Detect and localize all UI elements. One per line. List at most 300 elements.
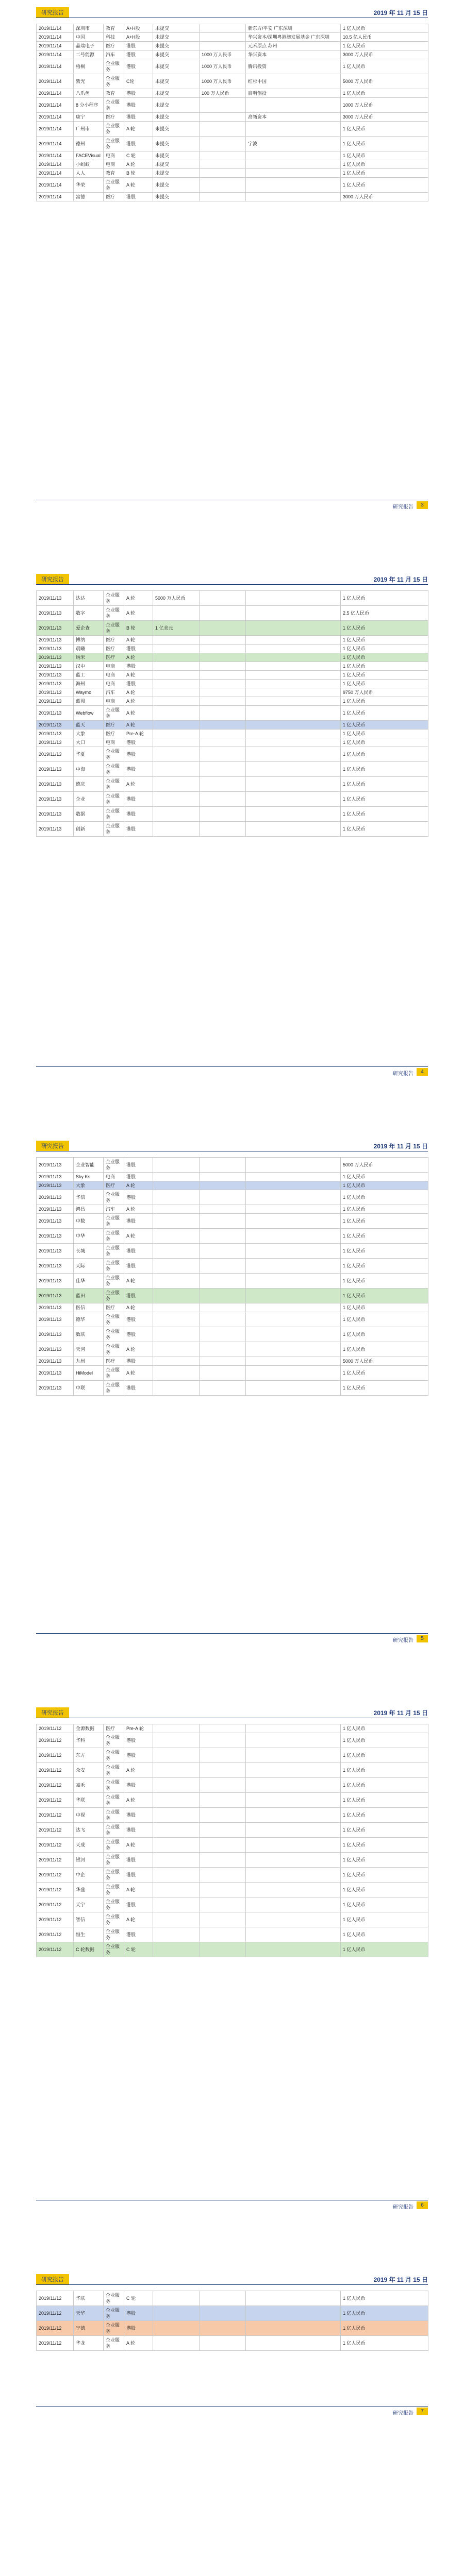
page-header (36, 1141, 428, 1151)
financing-table (36, 24, 428, 201)
table-cell: A 轮 (124, 2336, 153, 2351)
table-cell: 1 亿人民币 (341, 1289, 428, 1303)
table-cell (153, 1274, 200, 1289)
table-cell: A 轮 (124, 1205, 153, 1214)
table-cell: 1 亿人民币 (341, 1342, 428, 1357)
table-cell (200, 591, 246, 606)
table-cell: 企业服务 (104, 1342, 124, 1357)
table-cell (200, 1897, 246, 1912)
table-cell: 2019/11/13 (37, 1259, 74, 1274)
table-cell: 2019/11/14 (37, 151, 74, 160)
table-row (37, 636, 428, 645)
table-cell: 华信 (74, 1190, 104, 1205)
table-cell (246, 1942, 341, 1957)
table-cell: 科技 (104, 33, 124, 42)
table-cell (200, 688, 246, 697)
table-cell: 企业服务 (104, 1214, 124, 1229)
table-cell: 企业服务 (104, 591, 124, 606)
table-cell: 1 亿人民币 (341, 645, 428, 653)
financing-table (36, 590, 428, 837)
table-cell: 2019/11/13 (37, 706, 74, 721)
table-cell: 企业服务 (104, 2291, 124, 2306)
table-cell (200, 653, 246, 662)
table-cell: 中数 (74, 1214, 104, 1229)
table-cell: 教育 (104, 89, 124, 98)
table-cell: 企业 (74, 792, 104, 807)
table-cell: 2019/11/13 (37, 1274, 74, 1289)
table-cell: 2019/11/12 (37, 1897, 74, 1912)
table-cell: 企业服务 (104, 762, 124, 777)
table-cell (153, 680, 200, 688)
table-cell: 华兴资本/深圳粤港澳发展基金 广东深圳 (246, 33, 341, 42)
table-cell: 5000 万人民币 (341, 74, 428, 89)
table-cell: 2019/11/13 (37, 1190, 74, 1205)
table-cell: 企业服务 (104, 1289, 124, 1303)
table-cell (153, 1214, 200, 1229)
table-cell: 1 亿人民币 (341, 2336, 428, 2351)
table-cell (200, 697, 246, 706)
table-row (37, 645, 428, 653)
table-cell: 1 亿人民币 (341, 1181, 428, 1190)
table-cell: 众安 (74, 1763, 104, 1778)
table-cell: 2019/11/14 (37, 122, 74, 137)
table-cell: 银河 (74, 1853, 104, 1868)
table-cell (246, 1327, 341, 1342)
table-row (37, 1868, 428, 1883)
table-cell (200, 2336, 246, 2351)
table-cell: 2019/11/14 (37, 178, 74, 193)
table-row (37, 792, 428, 807)
table-cell: 1 亿人民币 (341, 1244, 428, 1259)
table-cell: A 轮 (124, 706, 153, 721)
table-cell (153, 1883, 200, 1897)
table-cell: 港股 (124, 1927, 153, 1942)
table-row (37, 762, 428, 777)
table-cell: 2019/11/13 (37, 721, 74, 730)
table-cell: 2019/11/13 (37, 606, 74, 621)
table-cell: 1 亿人民币 (341, 1274, 428, 1289)
page-header (36, 574, 428, 585)
table-cell (246, 2336, 341, 2351)
table-cell: C 轮数据 (74, 1942, 104, 1957)
table-cell: 2019/11/14 (37, 160, 74, 169)
table-cell (246, 2306, 341, 2321)
table-cell: 德州 (74, 137, 104, 151)
table-cell: 港股 (124, 1244, 153, 1259)
table-cell: 8 分小程序 (74, 98, 104, 113)
table-cell: 医疗 (104, 193, 124, 201)
table-cell (153, 697, 200, 706)
table-cell (153, 1190, 200, 1205)
table-cell (246, 1897, 341, 1912)
table-cell: A 轮 (124, 636, 153, 645)
table-cell (153, 2306, 200, 2321)
table-cell (246, 606, 341, 621)
table-cell: 二号能源 (74, 50, 104, 59)
table-cell: 金源数据 (74, 1724, 104, 1733)
table-cell (246, 777, 341, 792)
table-cell: 2019/11/13 (37, 730, 74, 738)
table-cell: 企业服务 (104, 1853, 124, 1868)
table-cell: 港股 (124, 1158, 153, 1173)
table-cell: 企业服务 (104, 1366, 124, 1381)
table-cell: 2019/11/13 (37, 1229, 74, 1244)
table-cell: 企业服务 (104, 1808, 124, 1823)
table-cell: 未提交 (153, 98, 200, 113)
table-cell: 未提交 (153, 24, 200, 33)
table-cell: 高瓴资本 (246, 113, 341, 122)
doc-date: 2019 年 11 月 15 日 (373, 576, 428, 583)
table-cell: 1 亿人民币 (341, 777, 428, 792)
table-cell: Pre-A 轮 (124, 1724, 153, 1733)
table-cell: 1 亿人民币 (341, 706, 428, 721)
table-cell: 1000 万人民币 (341, 98, 428, 113)
table-cell: 港股 (124, 645, 153, 653)
table-cell (200, 1381, 246, 1396)
table-cell: A 轮 (124, 1181, 153, 1190)
table-cell: C轮 (124, 74, 153, 89)
table-cell: 2019/11/13 (37, 1289, 74, 1303)
table-cell (153, 1381, 200, 1396)
table-cell: 医疗 (104, 730, 124, 738)
table-cell: 电商 (104, 680, 124, 688)
table-row (37, 160, 428, 169)
table-row (37, 671, 428, 680)
table-row (37, 59, 428, 74)
table-cell (200, 1181, 246, 1190)
table-cell: 华龙 (74, 2336, 104, 2351)
table-cell (200, 1912, 246, 1927)
table-cell: 电商 (104, 151, 124, 160)
table-cell (153, 1838, 200, 1853)
table-cell: 2019/11/13 (37, 777, 74, 792)
table-cell (200, 1244, 246, 1259)
table-cell: 1 亿人民币 (341, 653, 428, 662)
table-cell (200, 1205, 246, 1214)
table-cell (200, 706, 246, 721)
table-cell (200, 1942, 246, 1957)
table-cell: 企业服务 (104, 1793, 124, 1808)
table-cell: 港股 (124, 1733, 153, 1748)
table-cell (200, 1274, 246, 1289)
table-cell (246, 671, 341, 680)
table-cell: 10.5 亿人民币 (341, 33, 428, 42)
table-cell: A 轮 (124, 1274, 153, 1289)
table-cell: 1 亿人民币 (341, 1927, 428, 1942)
table-cell (153, 1303, 200, 1312)
table-row (37, 1381, 428, 1396)
table-cell: 未提交 (153, 113, 200, 122)
table-cell: 汽车 (104, 50, 124, 59)
table-cell (246, 738, 341, 747)
table-cell (200, 2321, 246, 2336)
table-cell: 未提交 (153, 137, 200, 151)
table-cell: 港股 (124, 89, 153, 98)
table-row (37, 606, 428, 621)
table-cell (153, 1205, 200, 1214)
table-cell: 企业服务 (104, 1912, 124, 1927)
table-cell (153, 1808, 200, 1823)
table-cell (153, 822, 200, 837)
table-cell: 中企 (74, 1868, 104, 1883)
table-row (37, 122, 428, 137)
table-cell: 2019/11/13 (37, 697, 74, 706)
table-cell (246, 1793, 341, 1808)
table-cell (246, 762, 341, 777)
table-cell: A 轮 (124, 721, 153, 730)
table-cell: 2019/11/13 (37, 1381, 74, 1396)
table-cell: 1 亿人民币 (341, 1733, 428, 1748)
table-cell (153, 1289, 200, 1303)
table-cell: 未提交 (153, 151, 200, 160)
table-cell (246, 1838, 341, 1853)
table-cell: 港股 (124, 792, 153, 807)
table-row (37, 1778, 428, 1793)
table-row (37, 33, 428, 42)
table-cell (200, 721, 246, 730)
table-cell: 1 亿人民币 (341, 671, 428, 680)
table-cell: 1 亿人民币 (341, 1868, 428, 1883)
table-cell: 电商 (104, 697, 124, 706)
table-cell (153, 688, 200, 697)
table-cell: A+H股 (124, 24, 153, 33)
table-cell: 2019/11/14 (37, 33, 74, 42)
table-cell (153, 606, 200, 621)
table-cell: 企业服务 (104, 1942, 124, 1957)
table-cell (153, 1244, 200, 1259)
table-cell (246, 2321, 341, 2336)
table-cell: 1 亿人民币 (341, 1883, 428, 1897)
table-cell: A 轮 (124, 1838, 153, 1853)
table-cell: 1 亿人民币 (341, 59, 428, 74)
table-cell: 企业服务 (104, 2306, 124, 2321)
table-cell (153, 730, 200, 738)
table-cell (153, 1942, 200, 1957)
financing-table (36, 1724, 428, 1957)
table-cell: 2019/11/12 (37, 1868, 74, 1883)
table-row (37, 1763, 428, 1778)
table-cell (246, 1244, 341, 1259)
table-cell: 医疗 (104, 1357, 124, 1366)
table-cell (200, 1303, 246, 1312)
table-row (37, 98, 428, 113)
table-cell (200, 1259, 246, 1274)
table-cell: 企业服务 (104, 1763, 124, 1778)
table-row (37, 74, 428, 89)
table-cell: B 轮 (124, 169, 153, 178)
table-cell (200, 1366, 246, 1381)
table-cell: 梧桐 (74, 59, 104, 74)
table-cell: 富德 (74, 193, 104, 201)
table-cell (153, 1733, 200, 1748)
page-footer (36, 1066, 428, 1077)
table-row (37, 1838, 428, 1853)
table-row (37, 1244, 428, 1259)
table-cell (200, 160, 246, 169)
table-cell (200, 42, 246, 50)
table-cell: 数字 (74, 606, 104, 621)
table-cell (200, 747, 246, 762)
table-cell: 小蚂蚁 (74, 160, 104, 169)
report-page (0, 2267, 464, 2421)
table-cell (246, 193, 341, 201)
table-cell: A 轮 (124, 1793, 153, 1808)
table-cell: 2019/11/14 (37, 59, 74, 74)
table-cell: 康宁 (74, 113, 104, 122)
table-cell: 2019/11/13 (37, 671, 74, 680)
table-cell (200, 1312, 246, 1327)
table-cell: A 轮 (124, 777, 153, 792)
table-row (37, 777, 428, 792)
table-cell: 红杉中国 (246, 74, 341, 89)
table-cell: 中联 (74, 1381, 104, 1396)
footer-tag: 研究报告 (393, 2411, 413, 2416)
table-cell (246, 1763, 341, 1778)
table-cell (246, 160, 341, 169)
page-footer (36, 500, 428, 511)
table-row (37, 1158, 428, 1173)
table-cell: 医疗 (104, 1724, 124, 1733)
table-cell (246, 151, 341, 160)
doc-date: 2019 年 11 月 15 日 (373, 1143, 428, 1150)
table-cell (200, 1853, 246, 1868)
table-cell: 1 亿美元 (153, 621, 200, 636)
table-cell (153, 738, 200, 747)
table-cell (200, 1763, 246, 1778)
table-row (37, 1205, 428, 1214)
table-cell: 5000 万人民币 (341, 1158, 428, 1173)
table-cell: 1 亿人民币 (341, 762, 428, 777)
table-cell (153, 1181, 200, 1190)
table-cell (200, 1724, 246, 1733)
doc-tag: 研究报告 (36, 574, 69, 584)
table-cell: 1 亿人民币 (341, 1942, 428, 1957)
page-footer (36, 1633, 428, 1644)
table-cell: FACEVisual (74, 151, 104, 160)
table-cell (153, 1897, 200, 1912)
table-cell: 鸿昌 (74, 1205, 104, 1214)
table-cell (153, 1229, 200, 1244)
table-cell (153, 1312, 200, 1327)
doc-date: 2019 年 11 月 15 日 (373, 2276, 428, 2283)
table-cell: 电商 (104, 662, 124, 671)
table-cell: 企业服务 (104, 59, 124, 74)
table-cell (153, 1327, 200, 1342)
table-cell: 1 亿人民币 (341, 1312, 428, 1327)
table-cell: 宁德 (74, 2321, 104, 2336)
table-cell: 1 亿人民币 (341, 1327, 428, 1342)
table-cell: 1 亿人民币 (341, 792, 428, 807)
table-cell: 1000 万人民币 (200, 59, 246, 74)
table-cell (246, 662, 341, 671)
table-cell: 八爪鱼 (74, 89, 104, 98)
table-cell: 企业服务 (104, 1823, 124, 1838)
table-cell: 1 亿人民币 (341, 822, 428, 837)
table-cell: 2019/11/14 (37, 42, 74, 50)
doc-date: 2019 年 11 月 15 日 (373, 1709, 428, 1717)
table-cell: 港股 (124, 1259, 153, 1274)
table-cell: 1 亿人民币 (341, 1229, 428, 1244)
table-cell: 港股 (124, 1214, 153, 1229)
table-cell: 2019/11/12 (37, 1823, 74, 1838)
table-cell: 教育 (104, 169, 124, 178)
table-cell: 2019/11/12 (37, 1748, 74, 1763)
table-cell: 达达 (74, 591, 104, 606)
table-cell (246, 2291, 341, 2306)
table-cell: 2.5 亿人民币 (341, 606, 428, 621)
table-cell (200, 680, 246, 688)
table-cell: A 轮 (124, 606, 153, 621)
table-cell: 港股 (124, 59, 153, 74)
table-row (37, 706, 428, 721)
report-page (0, 0, 464, 515)
table-cell: 2019/11/13 (37, 636, 74, 645)
table-cell: A 轮 (124, 1763, 153, 1778)
table-cell: 医疗 (104, 653, 124, 662)
table-cell: 天华 (74, 2306, 104, 2321)
table-cell: 2019/11/12 (37, 1838, 74, 1853)
table-cell: 企业服务 (104, 807, 124, 822)
table-cell (246, 1778, 341, 1793)
table-cell: 港股 (124, 2321, 153, 2336)
table-cell (153, 1748, 200, 1763)
footer-tag: 研究报告 (393, 1638, 413, 1643)
table-cell (200, 730, 246, 738)
table-cell: 港股 (124, 1897, 153, 1912)
table-cell: 1 亿人民币 (341, 730, 428, 738)
table-cell: 企业服务 (104, 1244, 124, 1259)
table-cell: 企业服务 (104, 1748, 124, 1763)
table-row (37, 1823, 428, 1838)
table-cell: 港股 (124, 1778, 153, 1793)
table-cell: 华荣 (74, 178, 104, 193)
table-cell (200, 1778, 246, 1793)
table-cell: 港股 (124, 1190, 153, 1205)
table-cell: 2019/11/12 (37, 1883, 74, 1897)
table-cell: 深圳市 (74, 24, 104, 33)
table-cell (200, 1823, 246, 1838)
table-cell (246, 1181, 341, 1190)
table-cell: 港股 (124, 1327, 153, 1342)
table-cell (200, 1158, 246, 1173)
table-cell: 东方 (74, 1748, 104, 1763)
table-cell: 港股 (124, 747, 153, 762)
table-cell (246, 1357, 341, 1366)
table-cell: 华兴资本 (246, 50, 341, 59)
table-cell: 华盛 (74, 1883, 104, 1897)
table-cell: 2019/11/14 (37, 74, 74, 89)
table-cell: 中国 (74, 33, 104, 42)
table-cell: 2019/11/13 (37, 1244, 74, 1259)
table-cell: 2019/11/13 (37, 1181, 74, 1190)
table-cell: 港股 (124, 1173, 153, 1181)
table-cell: 天际 (74, 1259, 104, 1274)
table-row (37, 1181, 428, 1190)
table-cell: 企业服务 (104, 777, 124, 792)
table-cell: 1 亿人民币 (341, 747, 428, 762)
table-cell: 2019/11/13 (37, 1366, 74, 1381)
footer-tag: 研究报告 (393, 2205, 413, 2210)
table-cell (153, 1823, 200, 1838)
table-cell (153, 1793, 200, 1808)
table-cell: C 轮 (124, 2291, 153, 2306)
table-row (37, 1366, 428, 1381)
table-row (37, 2306, 428, 2321)
table-cell: 汽车 (104, 1205, 124, 1214)
table-cell: 电商 (104, 671, 124, 680)
table-cell: 2019/11/14 (37, 137, 74, 151)
table-cell: 天河 (74, 1342, 104, 1357)
